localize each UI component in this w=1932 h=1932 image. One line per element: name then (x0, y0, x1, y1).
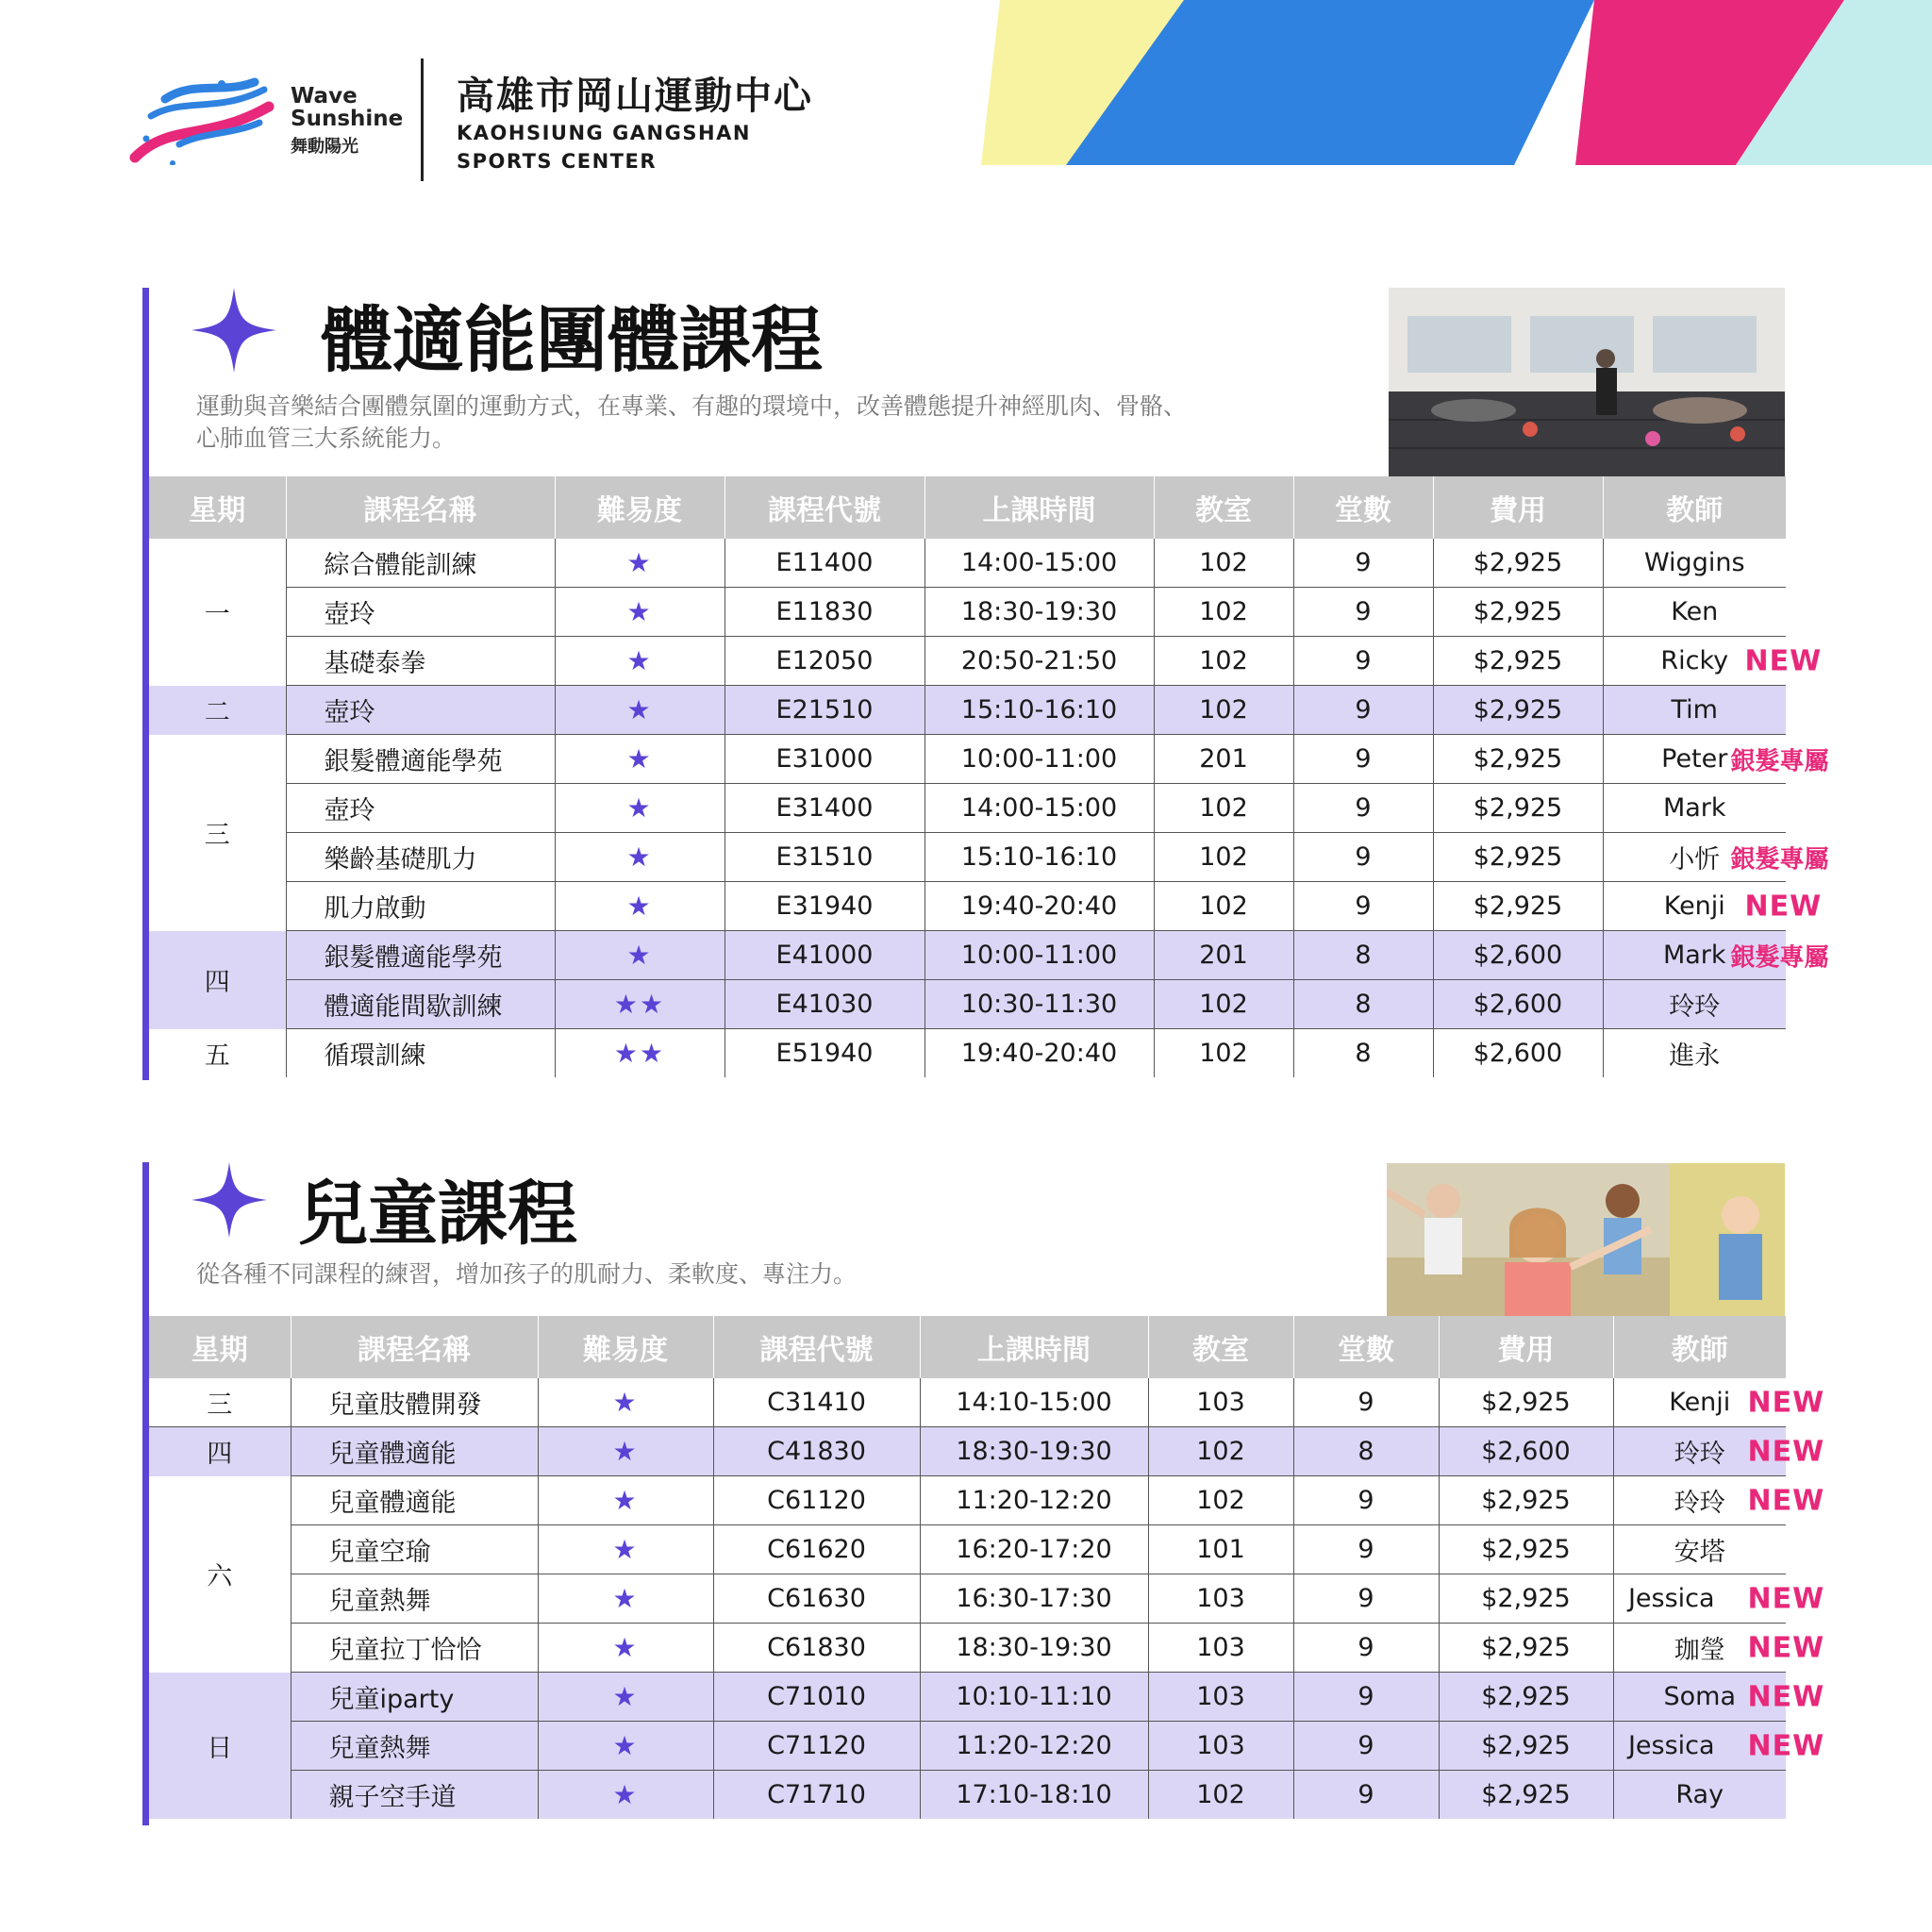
table-row (149, 588, 1786, 637)
course-code: C71010 (713, 1673, 920, 1722)
course-code: C41830 (713, 1427, 920, 1476)
class-time: 15:10-16:10 (924, 833, 1154, 882)
col-header-teacher: 教師 (1613, 1316, 1786, 1378)
kids-desc-line-1: 從各種不同課程的練習，增加孩子的肌耐力、柔軟度、專注力。 (196, 1260, 858, 1288)
day-cell: 五 (149, 1029, 286, 1078)
course-code: E41000 (724, 931, 924, 980)
class-time: 14:00-15:00 (924, 539, 1154, 588)
level-stars: ★ (555, 735, 724, 784)
room: 103 (1148, 1378, 1293, 1427)
col-header-fee: 費用 (1439, 1316, 1613, 1378)
fee: $2,925 (1433, 686, 1603, 735)
teacher-name: Wiggins (1643, 548, 1745, 577)
sessions: 9 (1293, 539, 1433, 588)
course-code: C61120 (713, 1476, 920, 1525)
brand-line-1: Wave (291, 84, 358, 108)
level-stars: ★ (538, 1476, 713, 1525)
course-name: 壺玲 (286, 588, 555, 637)
level-stars: ★ (538, 1378, 713, 1427)
teacher-name: Kenji (1663, 891, 1725, 921)
silver-exclusive-badge: 銀髮專屬 (1730, 943, 1829, 972)
fee: $2,925 (1433, 833, 1603, 882)
teacher-name: 安塔 (1674, 1538, 1725, 1567)
table-row (149, 882, 1786, 931)
col-header-teacher: 教師 (1603, 476, 1786, 539)
level-stars: ★ (555, 637, 724, 686)
course-code: E31000 (724, 735, 924, 784)
teacher-cell (1603, 686, 1786, 735)
course-name: 兒童體適能 (291, 1476, 538, 1525)
room: 102 (1154, 588, 1293, 637)
room: 102 (1154, 1029, 1293, 1078)
class-time: 11:20-12:20 (920, 1722, 1148, 1771)
kids-section-bar (142, 1162, 149, 1825)
table-row (149, 1427, 1786, 1476)
teacher-name: 小忻 (1669, 845, 1721, 874)
day-cell: 六 (149, 1476, 291, 1673)
course-name: 兒童熱舞 (291, 1722, 538, 1771)
course-code: E11400 (724, 539, 924, 588)
col-header-code: 課程代號 (713, 1316, 920, 1378)
class-time: 14:10-15:00 (920, 1378, 1148, 1427)
level-stars: ★ (538, 1771, 713, 1820)
level-stars: ★★ (555, 980, 724, 1029)
table-row (149, 1624, 1786, 1673)
table-row (149, 1673, 1786, 1722)
center-name-zh: 高雄市岡山運動中心 (457, 75, 813, 118)
table-row (149, 1476, 1786, 1525)
room: 103 (1148, 1722, 1293, 1771)
kids-description (196, 1258, 857, 1291)
teacher-cell (1603, 784, 1786, 833)
level-stars: ★ (538, 1525, 713, 1574)
level-stars: ★ (538, 1673, 713, 1722)
room: 102 (1154, 686, 1293, 735)
sessions: 9 (1293, 588, 1433, 637)
course-code: E31510 (724, 833, 924, 882)
brand-zh: 舞動陽光 (291, 137, 358, 157)
diamond-icon (192, 1162, 267, 1238)
fee: $2,600 (1439, 1427, 1613, 1476)
class-time: 10:00-11:00 (924, 735, 1154, 784)
course-code: C71120 (713, 1722, 920, 1771)
new-badge: NEW (1747, 1631, 1825, 1664)
room: 103 (1148, 1624, 1293, 1673)
class-time: 18:30-19:30 (920, 1624, 1148, 1673)
course-name: 兒童體適能 (291, 1427, 538, 1476)
teacher-name: Jessica (1627, 1584, 1715, 1613)
teacher-name: Mark (1662, 793, 1726, 823)
class-time: 16:20-17:20 (920, 1525, 1148, 1574)
course-name: 親子空手道 (291, 1771, 538, 1820)
class-time: 14:00-15:00 (924, 784, 1154, 833)
fee: $2,925 (1439, 1624, 1613, 1673)
col-header-time: 上課時間 (920, 1316, 1148, 1378)
col-header-code: 課程代號 (724, 476, 924, 539)
class-time: 19:40-20:40 (924, 882, 1154, 931)
table-row (149, 1574, 1786, 1624)
table-row (149, 1029, 1786, 1078)
class-time: 17:10-18:10 (920, 1771, 1148, 1820)
col-header-level: 難易度 (555, 476, 724, 539)
new-badge: NEW (1747, 1729, 1825, 1762)
table-row (149, 1722, 1786, 1771)
new-badge: NEW (1744, 890, 1823, 923)
center-en-line-1: KAOHSIUNG GANGSHAN (457, 122, 751, 144)
course-name: 銀髮體適能學苑 (286, 931, 555, 980)
sessions: 8 (1293, 931, 1433, 980)
fee: $2,925 (1433, 588, 1603, 637)
course-code: C31410 (713, 1378, 920, 1427)
fee: $2,925 (1433, 784, 1603, 833)
course-code: C61630 (713, 1574, 920, 1624)
class-time: 19:40-20:40 (924, 1029, 1154, 1078)
fee: $2,600 (1433, 980, 1603, 1029)
class-time: 15:10-16:10 (924, 686, 1154, 735)
class-time: 10:30-11:30 (924, 980, 1154, 1029)
room: 102 (1154, 980, 1293, 1029)
table-row (149, 1525, 1786, 1574)
room: 101 (1148, 1525, 1293, 1574)
level-stars: ★ (555, 931, 724, 980)
level-stars: ★ (555, 833, 724, 882)
day-cell: 日 (149, 1673, 291, 1820)
teacher-name: Ken (1671, 597, 1719, 626)
diamond-icon (192, 288, 276, 373)
course-code: C61830 (713, 1624, 920, 1673)
teacher-cell (1613, 1427, 1825, 1476)
day-cell: 四 (149, 931, 286, 1029)
teacher-name: 玲玲 (1674, 1440, 1725, 1469)
room: 201 (1154, 931, 1293, 980)
new-badge: NEW (1747, 1484, 1825, 1517)
col-header-level: 難易度 (538, 1316, 713, 1378)
new-badge: NEW (1747, 1680, 1825, 1713)
room: 102 (1148, 1476, 1293, 1525)
table-row (149, 735, 1786, 784)
course-name: 綜合體能訓練 (286, 539, 555, 588)
teacher-name: 珈瑩 (1674, 1636, 1725, 1665)
teacher-cell (1613, 1673, 1825, 1722)
teacher-cell (1603, 735, 1829, 784)
col-header-course: 課程名稱 (286, 476, 555, 539)
course-code: C71710 (713, 1771, 920, 1820)
kids-class-photo (1387, 1163, 1785, 1316)
kids-schedule-table (149, 1316, 1825, 1819)
level-stars: ★ (555, 686, 724, 735)
sessions: 9 (1293, 882, 1433, 931)
level-stars: ★★ (555, 1029, 724, 1078)
level-stars: ★ (538, 1722, 713, 1771)
teacher-name: Peter (1661, 744, 1728, 774)
brand-name (291, 85, 403, 158)
room: 102 (1154, 784, 1293, 833)
table-row (149, 1771, 1786, 1820)
day-cell: 一 (149, 539, 286, 686)
table-header-row (149, 476, 1786, 539)
col-header-fee: 費用 (1433, 476, 1603, 539)
fee: $2,925 (1439, 1574, 1613, 1624)
teacher-cell (1603, 980, 1786, 1029)
course-name: 兒童iparty (291, 1673, 538, 1722)
new-badge: NEW (1744, 644, 1823, 677)
course-name: 基礎泰拳 (286, 637, 555, 686)
room: 102 (1148, 1427, 1293, 1476)
table-row (149, 980, 1786, 1029)
room: 102 (1154, 637, 1293, 686)
teacher-cell (1613, 1722, 1825, 1771)
teacher-name: 玲玲 (1669, 992, 1721, 1022)
teacher-cell (1603, 539, 1786, 588)
teacher-name: Jessica (1627, 1731, 1715, 1760)
teacher-name: Ricky (1660, 646, 1729, 675)
teacher-name: Mark (1662, 941, 1726, 970)
course-name: 銀髮體適能學苑 (286, 735, 555, 784)
wave-sunshine-logo (127, 71, 278, 165)
teacher-cell (1613, 1476, 1825, 1525)
teacher-cell (1613, 1574, 1825, 1624)
teacher-cell (1603, 637, 1823, 686)
col-header-day: 星期 (149, 1316, 291, 1378)
table-row (149, 686, 1786, 735)
table-row (149, 931, 1786, 980)
class-time: 10:10-11:10 (920, 1673, 1148, 1722)
sessions: 9 (1293, 1378, 1439, 1427)
fee: $2,925 (1439, 1771, 1613, 1820)
fee: $2,925 (1433, 539, 1603, 588)
header-divider (421, 58, 424, 181)
room: 102 (1154, 539, 1293, 588)
fee: $2,925 (1439, 1378, 1613, 1427)
room: 103 (1148, 1673, 1293, 1722)
silver-exclusive-badge: 銀髮專屬 (1730, 747, 1829, 775)
day-cell: 三 (149, 735, 286, 931)
room: 102 (1154, 833, 1293, 882)
teacher-cell (1603, 588, 1786, 637)
class-time: 18:30-19:30 (920, 1427, 1148, 1476)
course-code: E31400 (724, 784, 924, 833)
course-name: 肌力啟動 (286, 882, 555, 931)
sessions: 9 (1293, 1476, 1439, 1525)
col-header-course: 課程名稱 (291, 1316, 538, 1378)
course-name: 兒童熱舞 (291, 1574, 538, 1624)
new-badge: NEW (1747, 1582, 1825, 1615)
fitness-desc-line-1: 運動與音樂結合團體氛圍的運動方式，在專業、有趣的環境中，改善體態提升神經肌肉、骨骼、 (196, 392, 1188, 420)
sessions: 9 (1293, 686, 1433, 735)
new-badge: NEW (1747, 1386, 1825, 1419)
sessions: 9 (1293, 1673, 1439, 1722)
room: 102 (1148, 1771, 1293, 1820)
room: 102 (1154, 882, 1293, 931)
fitness-section-bar (142, 288, 149, 1080)
class-time: 10:00-11:00 (924, 931, 1154, 980)
teacher-cell (1613, 1771, 1786, 1820)
sessions: 8 (1293, 1427, 1439, 1476)
center-name-en (457, 119, 751, 175)
room: 201 (1154, 735, 1293, 784)
level-stars: ★ (555, 784, 724, 833)
level-stars: ★ (555, 882, 724, 931)
col-header-sessions: 堂數 (1293, 476, 1433, 539)
fitness-title: 體適能團體課程 (321, 298, 823, 382)
fitness-desc-line-2: 心肺血管三大系統能力。 (196, 425, 457, 452)
class-time: 11:20-12:20 (920, 1476, 1148, 1525)
teacher-name: Tim (1671, 695, 1718, 724)
sessions: 8 (1293, 1029, 1433, 1078)
course-name: 兒童空瑜 (291, 1525, 538, 1574)
fee: $2,925 (1433, 882, 1603, 931)
course-name: 樂齡基礎肌力 (286, 833, 555, 882)
teacher-cell (1613, 1378, 1825, 1427)
teacher-cell (1603, 833, 1829, 882)
fee: $2,925 (1439, 1476, 1613, 1525)
sessions: 9 (1293, 1574, 1439, 1624)
class-time: 16:30-17:30 (920, 1574, 1148, 1624)
teacher-name: 進永 (1669, 1041, 1721, 1071)
course-name: 壺玲 (286, 686, 555, 735)
sessions: 9 (1293, 735, 1433, 784)
course-code: E12050 (724, 637, 924, 686)
level-stars: ★ (538, 1427, 713, 1476)
col-header-day: 星期 (149, 476, 286, 539)
center-en-line-2: SPORTS CENTER (457, 150, 658, 173)
col-header-room: 教室 (1148, 1316, 1293, 1378)
course-code: E21510 (724, 686, 924, 735)
level-stars: ★ (555, 588, 724, 637)
table-row (149, 833, 1786, 882)
sessions: 8 (1293, 980, 1433, 1029)
sessions: 9 (1293, 637, 1433, 686)
gym-class-photo (1389, 288, 1785, 476)
level-stars: ★ (555, 539, 724, 588)
level-stars: ★ (538, 1574, 713, 1624)
teacher-cell (1603, 931, 1829, 980)
course-code: C61620 (713, 1525, 920, 1574)
table-row (149, 784, 1786, 833)
sessions: 9 (1293, 1624, 1439, 1673)
kids-title: 兒童課程 (298, 1174, 577, 1255)
course-name: 循環訓練 (286, 1029, 555, 1078)
table-row (149, 637, 1786, 686)
fitness-description (196, 391, 1187, 455)
teacher-cell (1603, 882, 1823, 931)
col-header-sessions: 堂數 (1293, 1316, 1439, 1378)
table-row (149, 539, 1786, 588)
sessions: 9 (1293, 1525, 1439, 1574)
sessions: 9 (1293, 833, 1433, 882)
sessions: 9 (1293, 1722, 1439, 1771)
fee: $2,600 (1433, 931, 1603, 980)
day-cell: 二 (149, 686, 286, 735)
course-name: 兒童肢體開發 (291, 1378, 538, 1427)
col-header-room: 教室 (1154, 476, 1293, 539)
silver-exclusive-badge: 銀髮專屬 (1730, 845, 1829, 874)
fee: $2,925 (1439, 1525, 1613, 1574)
fee: $2,600 (1433, 1029, 1603, 1078)
class-time: 20:50-21:50 (924, 637, 1154, 686)
sessions: 9 (1293, 784, 1433, 833)
fee: $2,925 (1439, 1722, 1613, 1771)
table-header-row (149, 1316, 1786, 1378)
brand-line-2: Sunshine (291, 107, 404, 131)
table-row (149, 1378, 1786, 1427)
course-name: 體適能間歇訓練 (286, 980, 555, 1029)
course-name: 壺玲 (286, 784, 555, 833)
day-cell: 三 (149, 1378, 291, 1427)
course-code: E11830 (724, 588, 924, 637)
room: 103 (1148, 1574, 1293, 1624)
col-header-time: 上課時間 (924, 476, 1154, 539)
teacher-name: 玲玲 (1674, 1489, 1725, 1518)
fee: $2,925 (1439, 1673, 1613, 1722)
teacher-cell (1603, 1029, 1786, 1078)
teacher-name: Kenji (1669, 1388, 1731, 1417)
teacher-name: Ray (1675, 1780, 1724, 1809)
fee: $2,925 (1433, 637, 1603, 686)
teacher-cell (1613, 1525, 1786, 1574)
teacher-cell (1613, 1624, 1825, 1673)
fitness-schedule-table (149, 476, 1829, 1077)
day-cell: 四 (149, 1427, 291, 1476)
new-badge: NEW (1747, 1435, 1825, 1468)
fee: $2,925 (1433, 735, 1603, 784)
course-code: E41030 (724, 980, 924, 1029)
course-name: 兒童拉丁恰恰 (291, 1624, 538, 1673)
teacher-name: Soma (1663, 1682, 1736, 1711)
level-stars: ★ (538, 1624, 713, 1673)
course-code: E31940 (724, 882, 924, 931)
course-code: E51940 (724, 1029, 924, 1078)
class-time: 18:30-19:30 (924, 588, 1154, 637)
sessions: 9 (1293, 1771, 1439, 1820)
